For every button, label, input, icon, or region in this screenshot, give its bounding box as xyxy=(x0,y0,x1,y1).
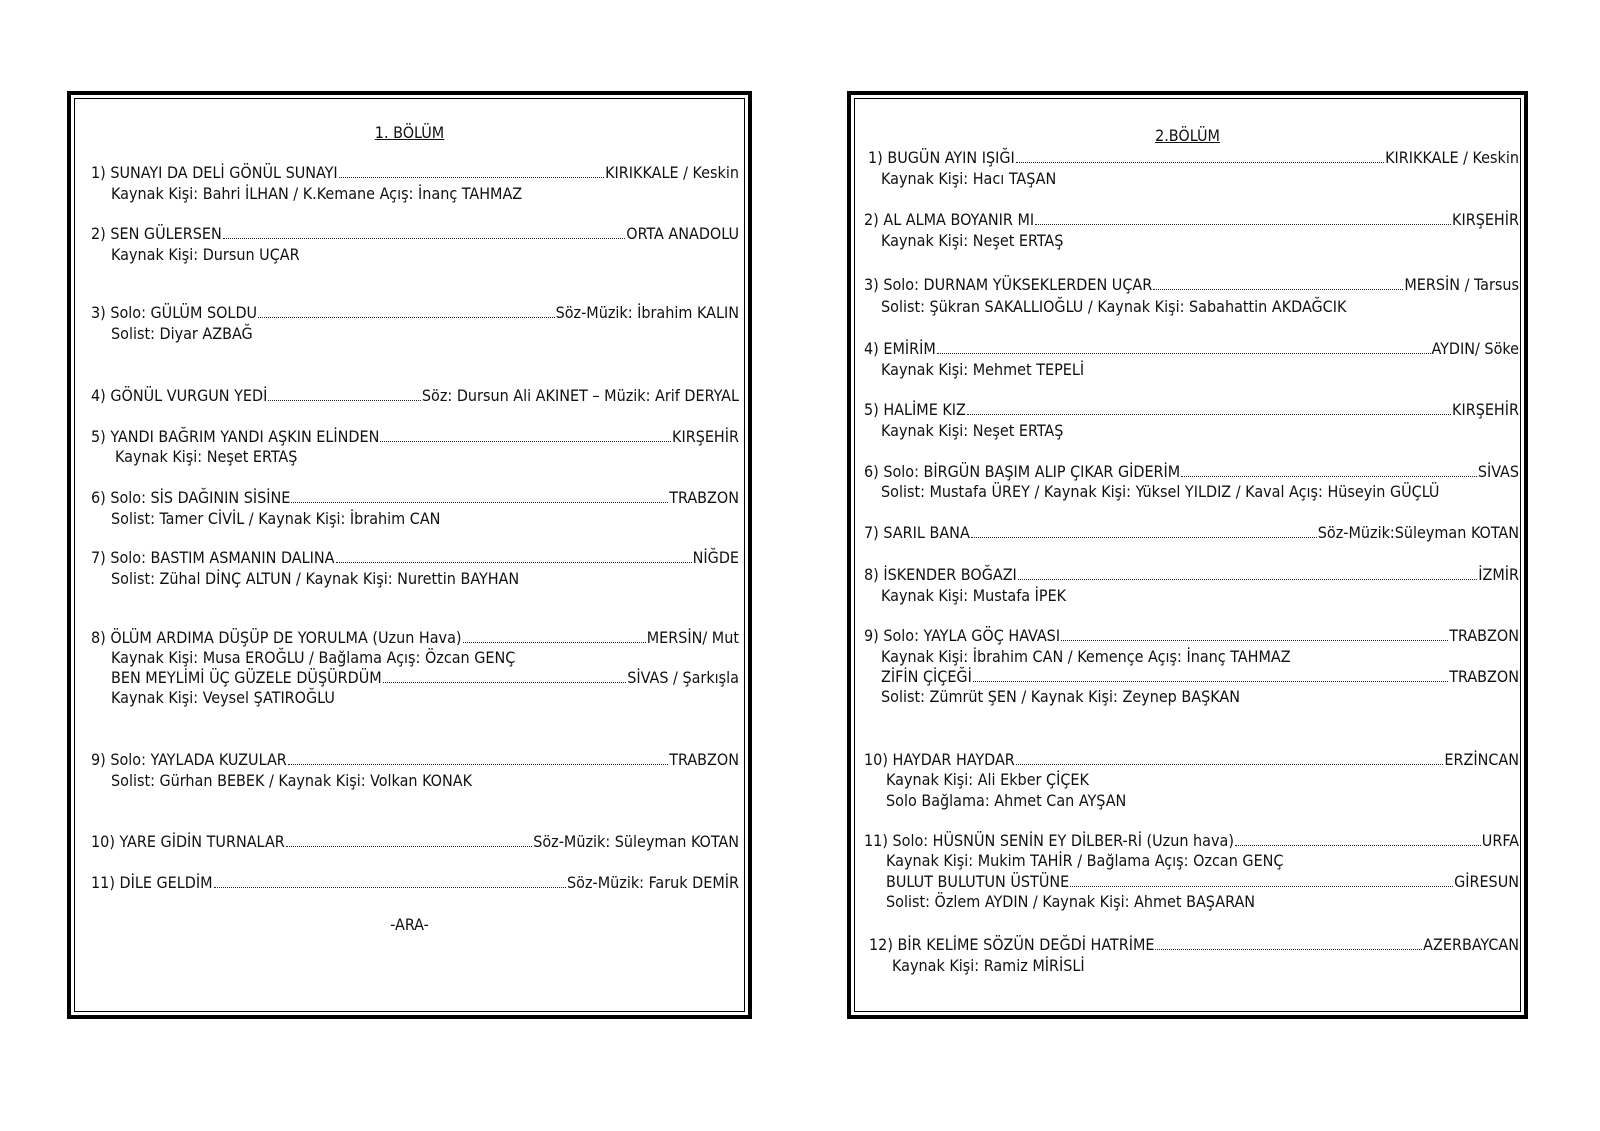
song-origin: ORTA ANADOLU xyxy=(626,224,739,243)
dot-leader xyxy=(967,411,1451,415)
song-title: 5) YANDI BAĞRIM YANDI AŞKIN ELİNDEN xyxy=(91,427,380,446)
program-entry-line xyxy=(91,385,739,406)
program-entry-line xyxy=(869,934,1519,955)
song-title: ZİFİN ÇİÇEĞİ xyxy=(881,667,972,686)
performer-details: Solist: Mustafa ÜREY / Kaynak Kişi: Yüksel YILDIZ / Kaval Açış: Hüseyin GÜÇLÜ xyxy=(881,482,1440,501)
song-origin: MERSİN / Tarsus xyxy=(1404,275,1519,294)
dot-leader xyxy=(1018,576,1477,580)
song-origin: Söz-Müzik: Faruk DEMİR xyxy=(567,873,739,892)
performer-details: Kaynak Kişi: Mustafa İPEK xyxy=(881,586,1067,605)
song-title: 11) Solo: HÜSNÜN SENİN EY DİLBER-Rİ (Uzun hava) xyxy=(864,831,1234,850)
dot-leader xyxy=(258,314,555,318)
performer-details: Solo Bağlama: Ahmet Can AYŞAN xyxy=(886,791,1127,810)
song-title: 6) Solo: BİRGÜN BAŞIM ALIP ÇIKAR GİDERİM xyxy=(864,462,1181,481)
song-title: 7) SARIL BANA xyxy=(864,523,970,542)
song-origin: AZERBAYCAN xyxy=(1423,935,1519,954)
dot-leader xyxy=(1061,637,1448,641)
program-entry-line xyxy=(864,338,1519,359)
song-title: 9) Solo: YAYLA GÖÇ HAVASI xyxy=(864,626,1061,645)
program-entry-line xyxy=(91,627,739,648)
song-origin: Söz-Müzik: İbrahim KALIN xyxy=(555,303,739,322)
song-origin: AYDIN/ Söke xyxy=(1431,339,1519,358)
program-entry-line xyxy=(864,564,1519,585)
song-origin: NİĞDE xyxy=(692,548,739,567)
performer-details: Kaynak Kişi: İbrahim CAN / Kemençe Açış: İnanç TAHMAZ xyxy=(881,647,1291,666)
song-origin: TRABZON xyxy=(669,750,739,769)
song-title: 4) EMİRİM xyxy=(864,339,936,358)
dot-leader xyxy=(288,761,668,765)
program-entry-line xyxy=(91,872,739,893)
program-entry-line xyxy=(864,749,1519,770)
song-origin: KIRŞEHİR xyxy=(1452,400,1519,419)
song-origin: KIRŞEHİR xyxy=(672,427,739,446)
song-title: 10) HAYDAR HAYDAR xyxy=(864,750,1015,769)
song-title: 12) BİR KELİME SÖZÜN DEĞDİ HATRİME xyxy=(869,935,1155,954)
song-title: 8) İSKENDER BOĞAZI xyxy=(864,565,1017,584)
program-entry-line xyxy=(91,749,739,770)
program-entry-line xyxy=(864,830,1519,851)
dot-leader xyxy=(380,438,671,442)
song-title: 11) DİLE GELDİM xyxy=(91,873,213,892)
dot-leader xyxy=(973,678,1448,682)
program-entry-line xyxy=(864,399,1519,420)
song-origin: SİVAS / Şarkışla xyxy=(627,668,739,687)
dot-leader xyxy=(463,639,646,643)
song-origin: SİVAS xyxy=(1477,462,1519,481)
performer-details: Kaynak Kişi: Hacı TAŞAN xyxy=(881,169,1057,188)
song-origin: Söz-Müzik:Süleyman KOTAN xyxy=(1317,523,1519,542)
program-entry-line xyxy=(91,547,739,568)
song-origin: KIRIKKALE / Keskin xyxy=(1385,148,1519,167)
song-title: 8) ÖLÜM ARDIMA DÜŞÜP DE YORULMA (Uzun Hava) xyxy=(91,628,462,647)
song-origin: Söz: Dursun Ali AKINET – Müzik: Arif DERYAL xyxy=(421,386,739,405)
performer-details: Solist: Gürhan BEBEK / Kaynak Kişi: Volkan KONAK xyxy=(111,771,473,790)
song-title: 9) Solo: YAYLADA KUZULAR xyxy=(91,750,287,769)
dot-leader xyxy=(1181,473,1477,477)
dot-leader xyxy=(1016,761,1444,765)
program-entry-line xyxy=(91,162,739,183)
program-entry-line xyxy=(91,487,739,508)
performer-details: Kaynak Kişi: Dursun UÇAR xyxy=(111,245,300,264)
song-title: BEN MEYLİMİ ÜÇ GÜZELE DÜŞÜRDÜM xyxy=(111,668,382,687)
performer-details: Solist: Diyar AZBAĞ xyxy=(111,324,253,343)
performer-details: Kaynak Kişi: Neşet ERTAŞ xyxy=(881,231,1064,250)
program-panel-part-1 xyxy=(67,91,752,1019)
performer-details: Solist: Tamer CİVİL / Kaynak Kişi: İbrahim CAN xyxy=(111,509,441,528)
program-entry-line xyxy=(864,625,1519,646)
performer-details: Kaynak Kişi: Mehmet TEPELİ xyxy=(881,360,1085,379)
program-entry-line xyxy=(91,302,739,323)
song-origin: URFA xyxy=(1481,831,1519,850)
program-panel-part-2 xyxy=(847,91,1528,1019)
song-title: 2) SEN GÜLERSEN xyxy=(91,224,222,243)
song-title: BULUT BULUTUN ÜSTÜNE xyxy=(886,872,1070,891)
section-title: 2.BÖLÜM xyxy=(1155,126,1220,145)
dot-leader xyxy=(286,843,532,847)
performer-details: Solist: Şükran SAKALLIOĞLU / Kaynak Kişi: Sabahattin AKDAĞCIK xyxy=(881,297,1347,316)
dot-leader xyxy=(1035,221,1451,225)
performer-details: Kaynak Kişi: Ramiz MİRİSLİ xyxy=(892,956,1085,975)
program-entry-line xyxy=(111,667,739,688)
program-entry-line xyxy=(864,209,1519,230)
dot-leader xyxy=(336,559,692,563)
dot-leader xyxy=(1155,946,1422,950)
dot-leader xyxy=(383,679,627,683)
program-entry-line xyxy=(881,666,1519,687)
song-title: 6) Solo: SİS DAĞININ SİSİNE xyxy=(91,488,291,507)
song-title: 2) AL ALMA BOYANIR MI xyxy=(864,210,1035,229)
program-entry-line xyxy=(868,147,1519,168)
dot-leader xyxy=(1153,286,1403,290)
intermission-label: -ARA- xyxy=(390,915,429,934)
section-title: 1. BÖLÜM xyxy=(374,123,445,142)
dot-leader xyxy=(291,499,668,503)
dot-leader xyxy=(971,534,1317,538)
song-origin: ERZİNCAN xyxy=(1444,750,1519,769)
song-origin: MERSİN/ Mut xyxy=(646,628,739,647)
program-entry-line xyxy=(864,522,1519,543)
program-entry-line xyxy=(91,223,739,244)
dot-leader xyxy=(1016,159,1384,163)
dot-leader xyxy=(937,350,1431,354)
song-origin: KIRŞEHİR xyxy=(1452,210,1519,229)
song-origin: TRABZON xyxy=(1449,667,1519,686)
dot-leader xyxy=(1235,842,1481,846)
song-title: 4) GÖNÜL VURGUN YEDİ xyxy=(91,386,268,405)
performer-details: Kaynak Kişi: Mukim TAHİR / Bağlama Açış: Ozcan GENÇ xyxy=(886,851,1284,870)
program-entry-line xyxy=(91,831,739,852)
song-origin: KIRIKKALE / Keskin xyxy=(605,163,739,182)
performer-details: Kaynak Kişi: Musa EROĞLU / Bağlama Açış: Özcan GENÇ xyxy=(111,648,516,667)
performer-details: Solist: Zümrüt ŞEN / Kaynak Kişi: Zeynep BAŞKAN xyxy=(881,687,1241,706)
song-title: 10) YARE GİDİN TURNALAR xyxy=(91,832,285,851)
song-title: 1) BUGÜN AYIN IŞIĞI xyxy=(868,148,1015,167)
program-entry-line xyxy=(864,274,1519,295)
dot-leader xyxy=(268,397,421,401)
program-entry-line xyxy=(864,461,1519,482)
performer-details: Kaynak Kişi: Neşet ERTAŞ xyxy=(881,421,1064,440)
program-entry-line xyxy=(91,426,739,447)
song-origin: İZMİR xyxy=(1478,565,1519,584)
performer-details: Kaynak Kişi: Neşet ERTAŞ xyxy=(115,447,298,466)
dot-leader xyxy=(1070,883,1453,887)
dot-leader xyxy=(339,174,604,178)
performer-details: Kaynak Kişi: Veysel ŞATIROĞLU xyxy=(111,688,335,707)
performer-details: Kaynak Kişi: Ali Ekber ÇİÇEK xyxy=(886,770,1089,789)
song-title: 3) Solo: GÜLÜM SOLDU xyxy=(91,303,258,322)
song-title: 1) SUNAYI DA DELİ GÖNÜL SUNAYI xyxy=(91,163,338,182)
song-origin: TRABZON xyxy=(669,488,739,507)
song-title: 7) Solo: BASTIM ASMANIN DALINA xyxy=(91,548,335,567)
song-origin: GİRESUN xyxy=(1454,872,1519,891)
song-origin: Söz-Müzik: Süleyman KOTAN xyxy=(533,832,739,851)
performer-details: Solist: Özlem AYDIN / Kaynak Kişi: Ahmet BAŞARAN xyxy=(886,892,1256,911)
dot-leader xyxy=(214,884,566,888)
performer-details: Kaynak Kişi: Bahri İLHAN / K.Kemane Açış: İnanç TAHMAZ xyxy=(111,184,523,203)
dot-leader xyxy=(223,235,626,239)
song-title: 3) Solo: DURNAM YÜKSEKLERDEN UÇAR xyxy=(864,275,1153,294)
program-entry-line xyxy=(886,871,1519,892)
song-title: 5) HALİME KIZ xyxy=(864,400,966,419)
song-origin: TRABZON xyxy=(1449,626,1519,645)
performer-details: Solist: Zühal DİNÇ ALTUN / Kaynak Kişi: Nurettin BAYHAN xyxy=(111,569,520,588)
